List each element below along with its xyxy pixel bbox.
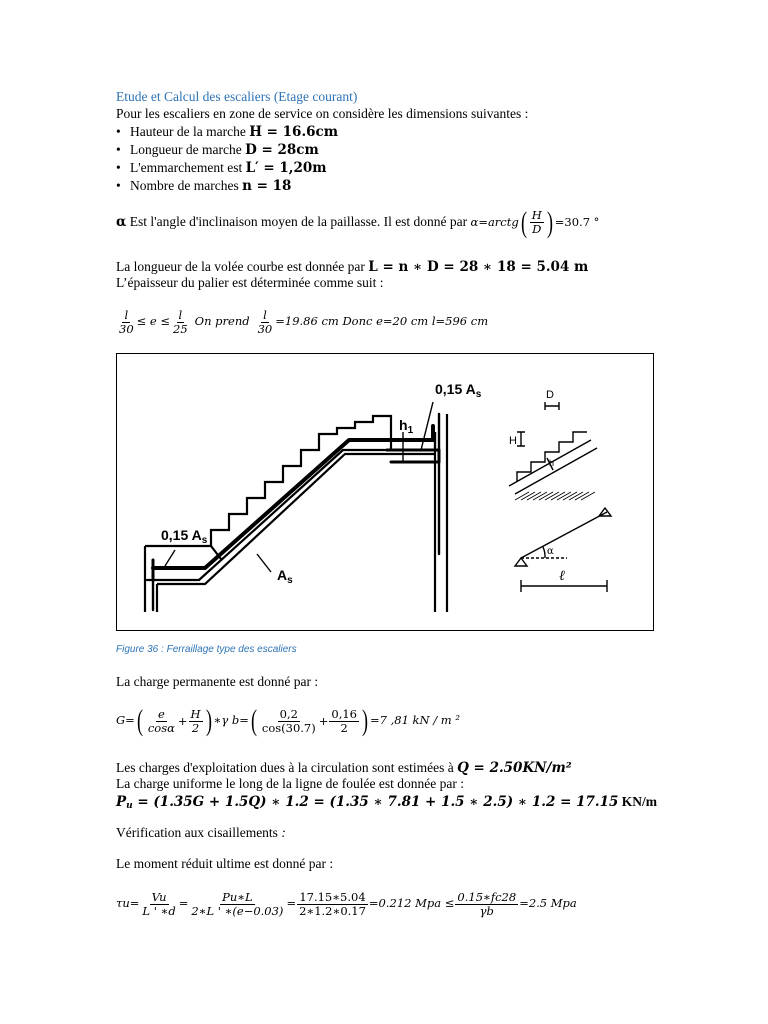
fraction: $\frac{0,16}{2}$ xyxy=(331,706,357,735)
charge-perm-formula: G= ( $\frac{e}{\cos\alpha}$ + $\frac{H}{2}$ ) ∗γ b= ( $\frac{0,2}{\cos(30.7)}$ + $\frac{0,16}{2}$ ) =7 ,81 kN / m ² xyxy=(116,704,460,738)
steps-profile xyxy=(211,416,435,546)
slab-soffit xyxy=(157,454,435,584)
top-hook xyxy=(387,450,439,462)
fraction: $\frac{l}{25}$ xyxy=(173,307,188,336)
inclined-beam xyxy=(521,512,607,558)
intro-text: Pour les escaliers en zone de service on considère les dimensions suivantes : xyxy=(116,106,529,121)
lower-rebar xyxy=(147,450,437,580)
lower-landing-top xyxy=(145,546,221,559)
label-015as-left: 0,15 $A_s$ xyxy=(161,527,208,546)
fraction: $\frac{e}{\cos\alpha}$ xyxy=(147,706,175,735)
fraction: $\frac{l}{30}$ xyxy=(119,307,134,336)
bullet-icon: • xyxy=(116,124,121,139)
fraction: $\frac{Pu∗L}{2∗L ' ∗(e-0.03)}$ xyxy=(191,889,284,918)
label-d: D xyxy=(546,389,554,401)
fraction: $\frac{17.15∗5.04}{2∗1.2∗0.17}$ xyxy=(299,889,366,918)
bullet-label: Longueur de marche xyxy=(130,142,246,157)
fraction: $\frac{Vu}{L ' ∗d}$ xyxy=(142,889,176,918)
bullet-item xyxy=(116,141,319,159)
bullet-item xyxy=(116,123,338,141)
alpha-result: =30.7 ° xyxy=(554,215,600,229)
exploitation-line: Les charges d'exploitation dues à la circulation sont estimées à Q = 2.50KN/m² xyxy=(116,760,572,776)
bullet-value: L′ = 1,20m xyxy=(245,160,327,176)
fraction: $\frac{H}{2}$ xyxy=(190,706,201,735)
label-ell: ℓ xyxy=(559,568,565,584)
label-015as-top: 0,15 $A_s$ xyxy=(435,381,482,400)
uniforme-text: La charge uniforme le long de la ligne de foulée est donnée par : xyxy=(116,776,464,791)
alpha-lhs: α=arctg xyxy=(470,215,519,229)
volee-text: La longueur de la volée courbe est donnée par xyxy=(116,259,369,274)
label-h-small: h xyxy=(549,458,555,468)
figure-caption: Figure 36 : Ferraillage type des escaliers xyxy=(116,644,297,655)
alpha-definition: α Est l'angle d'inclinaison moyen de la paillasse. Il est donné par α=arctg ( $\frac{H}{D}$ ) =30.7 ° xyxy=(116,205,600,239)
epaisseur-formula: $\frac{l}{30}$ ≤ e ≤ $\frac{l}{25}$ On prend $\frac{l}{30}$ =19.86 cm Donc e=20 cm l=596 cm xyxy=(119,307,489,336)
bullet-icon: • xyxy=(116,160,121,175)
staircase-drawing xyxy=(117,354,653,630)
fraction: $\frac{0.15∗fc28}{\gamma b}$ xyxy=(457,889,517,918)
h-over-d-fraction: $\frac{H}{D}$ xyxy=(531,208,542,237)
bullet-item xyxy=(116,159,327,177)
label-alpha: α xyxy=(547,546,554,557)
palier-text: L’épaisseur du palier est déterminée comme suit : xyxy=(116,275,384,290)
label-h: H xyxy=(509,435,517,447)
volee-formula: L = n ∗ D = 28 ∗ 18 = 5.04 m xyxy=(368,259,589,275)
bullet-value: H = 16.6cm xyxy=(249,124,339,140)
moment-text: Le moment réduit ultime est donné par : xyxy=(116,856,334,871)
tau-formula: τu= $\frac{Vu}{L ' ∗d}$ = $\frac{Pu∗L}{2∗L ' ∗(e-0.03)}$ = $\frac{17.15∗5.04}{2∗1.2∗0.17}$ =0.212 Mpa ≤ $\frac{0.15∗fc28}{\gamma b}$ =2.5 Mpa xyxy=(116,889,577,918)
charge-perm-intro: La charge permanente est donné par : xyxy=(116,674,319,689)
staircase-reinforcement-figure xyxy=(116,353,654,631)
detail-steps xyxy=(517,432,587,482)
fraction: $\frac{l}{30}$ xyxy=(257,307,273,336)
section-heading: Etude et Calcul des escaliers (Etage courant) xyxy=(116,89,358,104)
label-h1: $h_1$ xyxy=(399,417,414,436)
label-as: $A_s$ xyxy=(277,567,293,586)
bullet-label: L'emmarchement est xyxy=(130,160,246,175)
bullet-value: D = 28cm xyxy=(245,142,319,158)
alpha-text: Est l'angle d'inclinaison moyen de la paillasse. Il est donné par xyxy=(126,214,471,229)
bullet-icon: • xyxy=(116,178,121,193)
bullet-icon: • xyxy=(116,142,121,157)
verification-line: Vérification aux cisaillements : xyxy=(116,825,286,840)
q-value: Q = 2.50KN/m² xyxy=(457,760,572,776)
fraction: $\frac{0,2}{\cos(30.7)}$ xyxy=(261,706,316,735)
bullet-item xyxy=(116,177,291,195)
bullet-value: n = 18 xyxy=(242,178,292,194)
bullet-label: Hauteur de la marche xyxy=(130,124,250,139)
bullet-label: Nombre de marches xyxy=(130,178,243,193)
right-wall xyxy=(435,414,447,612)
pu-formula: $P_u = (1.35G + 1.5Q)$ ∗ 1.2 = (1.35 ∗ 7.81 + 1.5 ∗ 2.5) ∗ 1.2 = 17.15 KN/m xyxy=(116,794,657,811)
alpha-symbol: α xyxy=(116,214,127,230)
